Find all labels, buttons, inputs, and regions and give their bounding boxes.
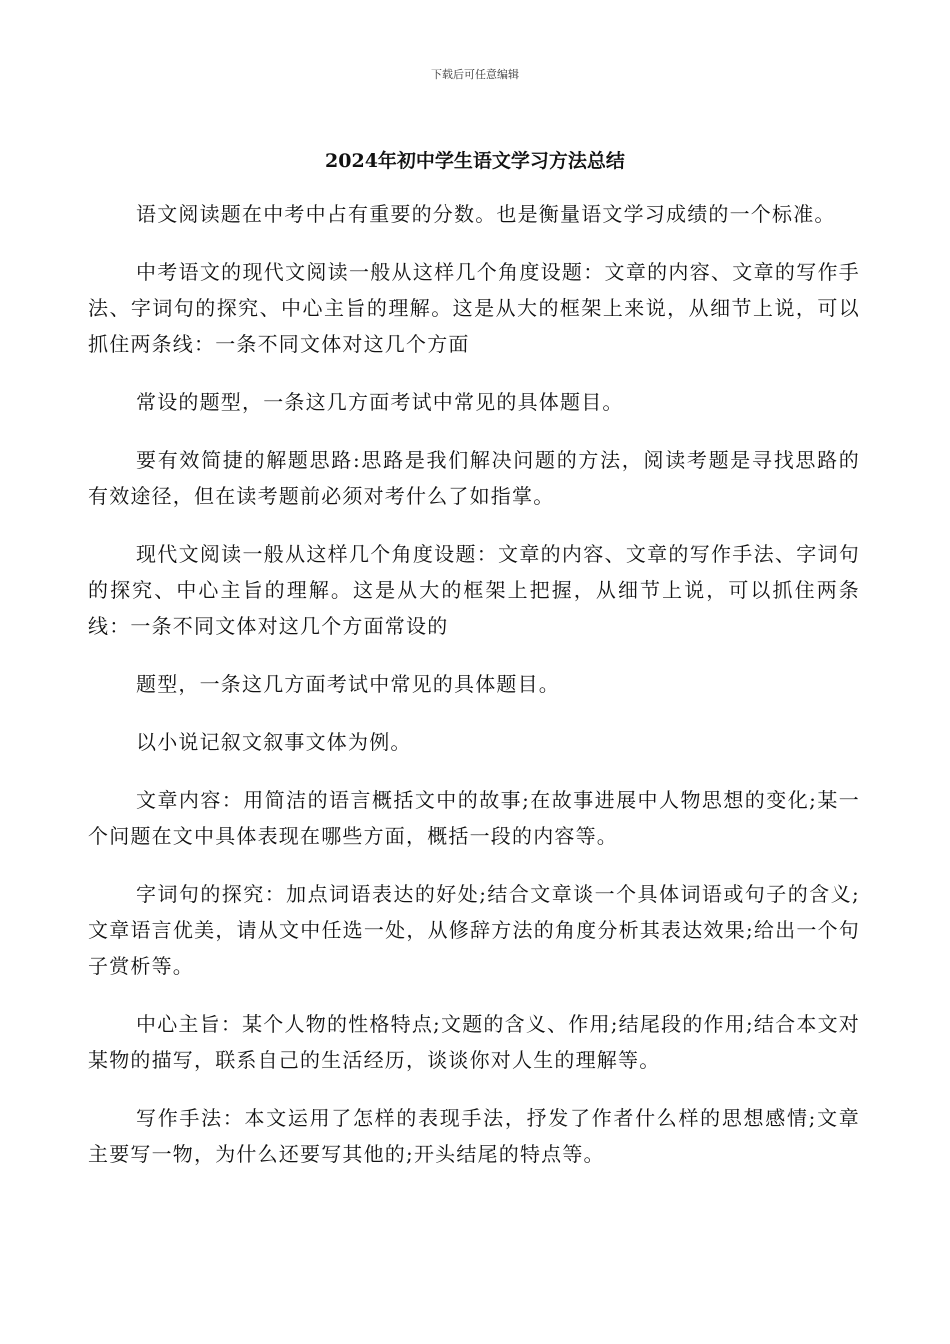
paragraph: 现代文阅读一般从这样几个角度设题：文章的内容、文章的写作手法、字词句的探究、中心主旨的理解。这是从大的框架上把握，从细节上说，可以抓住两条线：一条不同文体对这几个方面常设的 [88, 542, 860, 638]
paragraph: 语文阅读题在中考中占有重要的分数。也是衡量语文学习成绩的一个标准。 [136, 202, 836, 226]
paragraph: 要有效简捷的解题思路:思路是我们解决问题的方法，阅读考题是寻找思路的有效途径，但在读考题前必须对考什么了如指掌。 [88, 448, 860, 508]
document-title: 2024年初中学生语文学习方法总结 [325, 150, 625, 172]
paragraph: 字词句的探究：加点词语表达的好处;结合文章谈一个具体词语或句子的含义;文章语言优美，请从文中任选一处，从修辞方法的角度分析其表达效果;给出一个句子赏析等。 [88, 882, 860, 978]
document-body [88, 196, 860, 1194]
page-header-note: 下载后可任意编辑 [431, 68, 519, 81]
paragraph: 以小说记叙文叙事文体为例。 [136, 730, 412, 754]
paragraph: 文章内容：用简洁的语言概括文中的故事;在故事进展中人物思想的变化;某一个问题在文中具体表现在哪些方面，概括一段的内容等。 [88, 788, 860, 848]
paragraph: 中心主旨：某个人物的性格特点;文题的含义、作用;结尾段的作用;结合本文对某物的描写，联系自己的生活经历，谈谈你对人生的理解等。 [88, 1012, 860, 1072]
paragraph: 常设的题型，一条这几方面考试中常见的具体题目。 [136, 390, 624, 414]
paragraph: 写作手法：本文运用了怎样的表现手法，抒发了作者什么样的思想感情;文章主要写一物，为什么还要写其他的;开头结尾的特点等。 [88, 1106, 860, 1166]
paragraph: 题型，一条这几方面考试中常见的具体题目。 [136, 672, 560, 696]
paragraph: 中考语文的现代文阅读一般从这样几个角度设题：文章的内容、文章的写作手法、字词句的探究、中心主旨的理解。这是从大的框架上来说，从细节上说，可以抓住两条线：一条不同文体对这几个方面 [88, 260, 860, 356]
